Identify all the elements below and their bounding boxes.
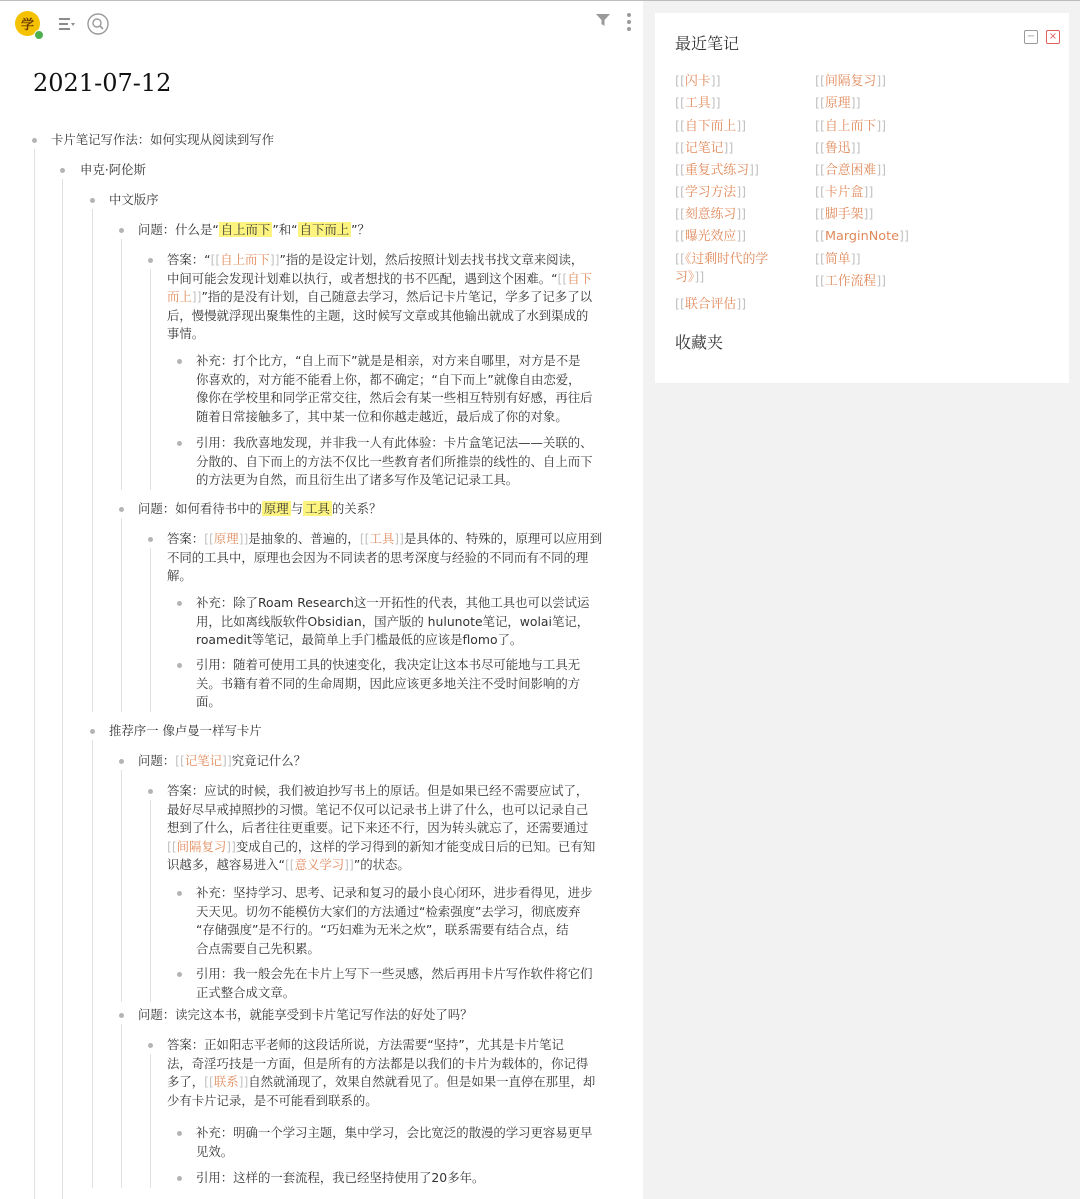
block-bullet[interactable]: [177, 441, 182, 446]
block-line[interactable]: [167, 819, 588, 838]
recent-note-link[interactable]: [815, 251, 861, 269]
block-line[interactable]: [196, 613, 589, 632]
reference-label: 自下: [567, 270, 592, 286]
block-bullet[interactable]: [177, 663, 182, 668]
block-line[interactable]: [196, 693, 221, 712]
text-segment: 的方法更为自然，而且衍生出了诸多写作及笔记记录工具。: [196, 472, 519, 488]
recent-note-link[interactable]: [815, 118, 886, 136]
reference-label: 记笔记: [184, 753, 223, 768]
text-segment: 补充：打个比方，“自上而下”就是是相亲，对方来自哪里，对方是不是: [196, 353, 581, 368]
block-line[interactable]: [196, 471, 518, 490]
link-open-brackets: [[: [815, 74, 825, 89]
text-segment: 用，比如离线版软件Obsidian，国产版的 hulunote笔记，wolai笔记，: [196, 613, 590, 629]
text-segment: 面。: [196, 694, 221, 710]
link-open-brackets: [[: [815, 229, 825, 244]
reference-label: 间隔复习: [176, 838, 227, 854]
block-line[interactable]: [196, 1169, 484, 1188]
link-open-brackets: [[: [815, 141, 825, 156]
block-bullet[interactable]: [177, 972, 182, 977]
text-segment: 少有卡片记录，是不可能看到联系的。: [167, 1092, 378, 1108]
link-open-brackets: [[: [675, 163, 685, 178]
close-icon[interactable]: ×: [1046, 30, 1060, 44]
block-bullet[interactable]: [60, 168, 65, 173]
text-segment: 识越多，越容易进入“: [167, 857, 285, 873]
link-open-brackets: [[: [815, 119, 825, 134]
page-title: 2021-07-12: [33, 69, 172, 97]
text-segment: 究竟记什么？: [231, 753, 307, 768]
link-label: 工作流程: [825, 274, 877, 289]
text-segment: 关。书籍有着不同的生命周期，因此应该更多地关注不受时间影响的方: [196, 675, 581, 691]
block-bullet[interactable]: [177, 1176, 182, 1181]
reference-open-brackets: [[: [204, 1074, 214, 1090]
link-close-brackets: ]]: [723, 141, 734, 156]
text-segment: 答案：应试的时候，我们被迫抄写书上的原话。但是如果已经不需要应试了，: [167, 783, 589, 798]
text-segment: 补充：除了Roam Research这一开拓性的代表，其他工具也可以尝试运: [196, 595, 590, 610]
page-reference-link[interactable]: [360, 531, 404, 546]
link-label: MarginNote: [825, 229, 900, 244]
link-label: 《过剩时代的学习》: [675, 252, 769, 285]
reference-close-brackets: ]]: [238, 531, 249, 546]
link-open-brackets: [[: [675, 297, 685, 312]
block-line[interactable]: [196, 453, 593, 472]
text-segment: 引用：我一般会先在卡片上写下一些灵感，然后再用卡片写作软件将它们: [196, 966, 593, 981]
highlighted-term: 工具: [305, 501, 330, 516]
block-line[interactable]: [167, 1092, 378, 1111]
link-close-brackets: ]]: [748, 163, 759, 178]
block-line[interactable]: [196, 984, 295, 1003]
block-line[interactable]: [167, 1036, 564, 1055]
link-open-brackets: [[: [815, 163, 825, 178]
block-line[interactable]: [167, 270, 592, 289]
block-bullet[interactable]: [177, 601, 182, 606]
text-segment: 随着日常接触多了，其中某一位和你越走越近，最后成了你的对象。: [196, 408, 568, 424]
reference-open-brackets: [[: [175, 753, 185, 768]
link-label: 记笔记: [685, 141, 724, 156]
indent-guide: [121, 770, 122, 1002]
text-segment: 后，慢慢就浮现出聚集性的主题，这时候写文章或其他输出就成了水到渠成的: [167, 307, 589, 323]
text-segment: 正式整合成文章。: [196, 984, 296, 1000]
link-open-brackets: [[: [815, 185, 825, 200]
text-segment: 推荐序一 像卢曼一样写卡片: [109, 723, 262, 738]
indent-guide: [34, 149, 35, 1199]
text-segment: 合点需要自己先积累。: [196, 940, 320, 956]
indent-guide: [121, 1024, 122, 1188]
recent-note-link[interactable]: [675, 73, 721, 91]
reference-open-brackets: [[: [284, 857, 295, 873]
block-bullet[interactable]: [90, 198, 95, 203]
block-line[interactable]: [138, 752, 306, 771]
link-close-brackets: ]]: [736, 207, 747, 222]
block-bullet[interactable]: [32, 138, 37, 143]
text-segment: 的关系？: [331, 501, 382, 516]
text-segment: 多了，: [167, 1074, 205, 1090]
block-bullet[interactable]: [177, 891, 182, 896]
filter-icon[interactable]: [595, 12, 611, 32]
page-reference-link[interactable]: [211, 252, 280, 267]
link-label: 工具: [685, 96, 711, 111]
block-bullet[interactable]: [90, 729, 95, 734]
page-reference-link[interactable]: [558, 271, 592, 286]
link-close-brackets: ]]: [850, 96, 861, 111]
recent-note-link[interactable]: [815, 73, 886, 91]
link-close-brackets: ]]: [863, 185, 874, 200]
page-reference-link[interactable]: [204, 1074, 248, 1089]
link-close-brackets: ]]: [694, 270, 705, 285]
reference-open-brackets: [[: [359, 531, 370, 546]
link-label: 原理: [825, 96, 851, 111]
right-sidebar: [655, 13, 1069, 383]
text-segment: 引用：这样的一套流程，我已经坚持使用了20多年。: [196, 1170, 485, 1185]
text-segment: 引用：随着可使用工具的快速变化，我决定让这本书尽可能地与工具无: [196, 657, 581, 672]
link-label: 闪卡: [685, 74, 711, 89]
text-segment: 最好尽早戒掉照抄的习惯。笔记不仅可以记录书上讲了什么，也可以记录自己: [167, 801, 589, 817]
block-line[interactable]: [167, 782, 588, 801]
recent-note-link[interactable]: [675, 184, 746, 202]
link-open-brackets: [[: [675, 96, 685, 111]
block-bullet[interactable]: [119, 1013, 124, 1018]
text-segment: ”指的是设定计划，然后按照计划去找书找文章来阅读，: [279, 252, 584, 267]
reference-close-brackets: ]]: [394, 531, 404, 546]
block-line[interactable]: [196, 656, 580, 675]
link-open-brackets: [[: [815, 207, 825, 222]
text-segment: “存储强度”是不行的。“巧妇难为无米之炊”，联系需要有结合点，结: [196, 922, 569, 938]
minimize-icon[interactable]: −: [1024, 30, 1038, 44]
recent-note-link[interactable]: [815, 228, 909, 246]
block-line[interactable]: [196, 1143, 233, 1162]
link-close-brackets: ]]: [876, 274, 887, 289]
link-label: 脚手架: [825, 207, 864, 222]
text-segment: 天天见。切勿不能模仿大家们的方法通过“检索强度”去学习，彻底废弃: [196, 903, 581, 919]
link-open-brackets: [[: [815, 96, 825, 111]
text-segment: 不同的工具中，原理也会因为不同读者的思考深度与经验的不同而有不同的理: [167, 549, 589, 565]
link-label: 重复式练习: [685, 163, 749, 178]
block-line[interactable]: [196, 921, 569, 940]
reference-open-brackets: [[: [167, 838, 177, 854]
block-line[interactable]: [196, 389, 593, 408]
reference-close-brackets: ]]: [226, 838, 236, 854]
link-close-brackets: ]]: [736, 297, 747, 312]
text-segment: 答案：“: [167, 252, 211, 267]
link-label: 学习方法: [685, 185, 737, 200]
block-bullet[interactable]: [119, 507, 124, 512]
link-label: 联合评估: [685, 297, 737, 312]
recent-note-link[interactable]: [675, 251, 785, 287]
link-close-brackets: ]]: [736, 229, 747, 244]
text-segment: ”和“: [272, 222, 298, 237]
link-label: 自上而下: [825, 119, 877, 134]
link-label: 刻意练习: [685, 207, 737, 222]
reference-label: 自上而下: [220, 252, 270, 267]
text-segment: 申克·阿伦斯: [80, 162, 146, 177]
link-close-brackets: ]]: [863, 207, 874, 222]
block-line[interactable]: [167, 1073, 595, 1092]
text-segment: ”指的是没有计划，自己随意去学习，然后记卡片笔记，学多了记多了以: [201, 289, 592, 305]
link-close-brackets: ]]: [850, 252, 861, 267]
indent-guide: [92, 209, 93, 712]
indent-guide: [92, 740, 93, 1188]
favorites-title: 收藏夹: [675, 333, 724, 352]
block-bullet[interactable]: [148, 1043, 153, 1048]
link-label: 鲁迅: [825, 141, 851, 156]
recent-note-link[interactable]: [815, 162, 886, 180]
text-segment: 解。: [167, 568, 192, 584]
indent-guide: [150, 1054, 151, 1188]
link-label: 曝光效应: [685, 229, 737, 244]
text-segment: 法，奇淫巧技是一方面，但是所有的方法都是以我们的卡片为载体的，你记得: [167, 1055, 589, 1071]
link-open-brackets: [[: [675, 74, 685, 89]
link-label: 简单: [825, 252, 851, 267]
text-segment: 问题：什么是“: [138, 222, 219, 237]
reference-label: 工具: [369, 531, 395, 546]
indent-guide: [121, 518, 122, 712]
indent-guide: [150, 269, 151, 490]
recent-note-link[interactable]: [815, 273, 886, 291]
link-close-brackets: ]]: [899, 229, 910, 244]
block-line[interactable]: [138, 1006, 473, 1025]
text-segment: 你喜欢的，对方能不能看上你，都不确定；“自下而上”就像自由恋爱，: [196, 371, 581, 387]
recent-note-link[interactable]: [675, 296, 746, 314]
block-line[interactable]: [109, 191, 159, 210]
text-segment: 事情。: [167, 326, 205, 342]
reference-label: 而上: [167, 289, 192, 305]
main-page: [0, 1, 643, 1199]
link-close-brackets: ]]: [876, 119, 887, 134]
block-line[interactable]: [167, 288, 592, 307]
recent-note-link[interactable]: [815, 95, 861, 113]
text-segment: 补充：明确一个学习主题，集中学习，会比宽泛的散漫的学习更容易更早: [196, 1125, 593, 1140]
link-close-brackets: ]]: [736, 185, 747, 200]
avatar[interactable]: 学: [15, 11, 40, 36]
page-reference-link[interactable]: [167, 839, 236, 854]
block-line[interactable]: [196, 940, 320, 959]
block-line[interactable]: [167, 530, 602, 549]
link-label: 自下而上: [685, 119, 737, 134]
block-line[interactable]: [196, 408, 568, 427]
recent-note-link[interactable]: [675, 162, 759, 180]
text-segment: 中文版序: [109, 192, 159, 207]
block-line[interactable]: [167, 251, 583, 270]
text-segment: 卡片笔记写作法：如何实现从阅读到写作: [51, 132, 275, 147]
link-close-brackets: ]]: [736, 119, 747, 134]
recent-note-link[interactable]: [675, 206, 746, 224]
highlighted-term: 原理: [263, 501, 289, 516]
block-line[interactable]: [138, 221, 370, 240]
reference-label: 联系: [213, 1074, 239, 1090]
reference-open-brackets: [[: [210, 252, 221, 267]
text-segment: 变成自己的，这样的学习得到的新知才能变成日后的已知。已有知: [235, 838, 596, 854]
reference-open-brackets: [[: [557, 270, 568, 286]
block-line[interactable]: [196, 631, 522, 650]
link-open-brackets: [[: [675, 252, 685, 267]
recent-note-link[interactable]: [815, 140, 861, 158]
block-line[interactable]: [167, 801, 588, 820]
reference-close-brackets: ]]: [191, 289, 202, 305]
outline-menu-icon[interactable]: [58, 15, 76, 37]
block-line[interactable]: [196, 675, 580, 694]
highlighted-term: 自上而下: [220, 222, 271, 237]
block-line[interactable]: [167, 307, 588, 326]
recent-note-link[interactable]: [675, 140, 733, 158]
link-open-brackets: [[: [675, 141, 685, 156]
link-close-brackets: ]]: [850, 141, 861, 156]
block-line[interactable]: [196, 1124, 593, 1143]
indent-guide: [150, 800, 151, 1002]
recent-notes-title: 最近笔记: [675, 34, 740, 53]
more-options-icon[interactable]: [626, 12, 632, 36]
recent-note-link[interactable]: [675, 95, 721, 113]
link-label: 合意困难: [825, 163, 877, 178]
block-line[interactable]: [167, 567, 192, 586]
indent-guide: [121, 239, 122, 490]
reference-label: 意义学习: [294, 857, 345, 873]
block-line[interactable]: [167, 1055, 588, 1074]
text-segment: 想到了什么，后者往往更重要。记下来还不行，因为转头就忘了，还需要通过: [167, 820, 589, 836]
block-line[interactable]: [109, 722, 262, 741]
link-label: 间隔复习: [825, 74, 877, 89]
block-bullet[interactable]: [148, 537, 153, 542]
text-segment: 答案：正如阳志平老师的这段话所说，方法需要“坚持”，尤其是卡片笔记: [167, 1037, 564, 1052]
text-segment: 像你在学校里和同学正常交往，然后会有某一些相互特别有好感，再往后: [196, 390, 593, 406]
block-line[interactable]: [138, 500, 381, 519]
text-segment: 问题：读完这本书，就能享受到卡片笔记写作法的好处了吗？: [138, 1007, 473, 1022]
block-line[interactable]: [167, 549, 588, 568]
block-line[interactable]: [196, 884, 593, 903]
recent-note-link[interactable]: [815, 184, 873, 202]
block-line[interactable]: [167, 838, 595, 857]
indent-guide: [62, 179, 63, 1199]
reference-label: 原理: [213, 531, 239, 546]
page-reference-link[interactable]: [204, 531, 248, 546]
text-segment: 中间可能会发现计划难以执行，或者想找的书不匹配，遇到这个困难。“: [167, 270, 558, 286]
indent-guide: [150, 548, 151, 712]
text-segment: roamedit等笔记，最简单上手门槛最低的应该是flomo了。: [196, 632, 523, 648]
link-open-brackets: [[: [815, 252, 825, 267]
link-label: 卡片盒: [825, 185, 864, 200]
block-bullet[interactable]: [177, 1131, 182, 1136]
link-close-brackets: ]]: [876, 163, 887, 178]
reference-close-brackets: ]]: [238, 1074, 249, 1090]
block-bullet[interactable]: [119, 759, 124, 764]
link-open-brackets: [[: [675, 185, 685, 200]
block-line[interactable]: [196, 434, 593, 453]
block-bullet[interactable]: [148, 258, 153, 263]
recent-note-link[interactable]: [675, 118, 746, 136]
reference-close-brackets: ]]: [269, 252, 280, 267]
toolbar: [0, 1, 643, 47]
block-line[interactable]: [167, 856, 410, 875]
block-line[interactable]: [196, 371, 581, 390]
link-open-brackets: [[: [675, 119, 685, 134]
page-reference-link[interactable]: [175, 753, 232, 768]
search-icon[interactable]: [87, 13, 109, 39]
block-line[interactable]: [167, 325, 204, 344]
page-reference-link[interactable]: [167, 289, 201, 304]
recent-note-link[interactable]: [675, 228, 746, 246]
text-segment: 见效。: [196, 1143, 234, 1159]
text-segment: 自然就涌现了，效果自然就看见了。但是如果一直停在那里，却: [248, 1074, 596, 1090]
text-segment: ”？: [351, 222, 370, 237]
block-line[interactable]: [196, 594, 589, 613]
online-status-dot: [34, 30, 44, 40]
text-segment: 引用：我欣喜地发现，并非我一人有此体验：卡片盒笔记法——关联的、: [196, 435, 593, 450]
text-segment: 问题：如何看待书中的: [138, 501, 262, 516]
highlighted-term: 自下而上: [299, 222, 350, 237]
page-reference-link[interactable]: [285, 857, 354, 872]
reference-close-brackets: ]]: [344, 857, 354, 873]
block-line[interactable]: [51, 131, 274, 150]
text-segment: 是具体的、特殊的，原理可以应用到: [403, 531, 603, 546]
link-open-brackets: [[: [815, 274, 825, 289]
reference-close-brackets: ]]: [222, 753, 232, 768]
link-close-brackets: ]]: [710, 96, 721, 111]
text-segment: 是抽象的、普遍的，: [248, 531, 360, 546]
text-segment: 补充：坚持学习、思考、记录和复习的最小良心闭环，进步看得见，进步: [196, 885, 593, 900]
text-segment: 与: [290, 501, 304, 516]
link-close-brackets: ]]: [710, 74, 721, 89]
text-segment: 答案：: [167, 531, 205, 546]
block-line[interactable]: [196, 903, 581, 922]
block-bullet[interactable]: [177, 359, 182, 364]
link-close-brackets: ]]: [876, 74, 887, 89]
link-open-brackets: [[: [675, 207, 685, 222]
block-line[interactable]: [80, 161, 146, 180]
recent-note-link[interactable]: [815, 206, 873, 224]
block-bullet[interactable]: [119, 228, 124, 233]
link-open-brackets: [[: [675, 229, 685, 244]
block-line[interactable]: [196, 352, 581, 371]
reference-open-brackets: [[: [204, 531, 214, 546]
text-segment: 问题：: [138, 753, 176, 768]
text-segment: ”的状态。: [353, 857, 410, 873]
block-bullet[interactable]: [148, 789, 153, 794]
text-segment: 分散的、自下而上的方法不仅比一些教育者们所推崇的线性的、自上而下: [196, 453, 593, 469]
block-line[interactable]: [196, 965, 593, 984]
